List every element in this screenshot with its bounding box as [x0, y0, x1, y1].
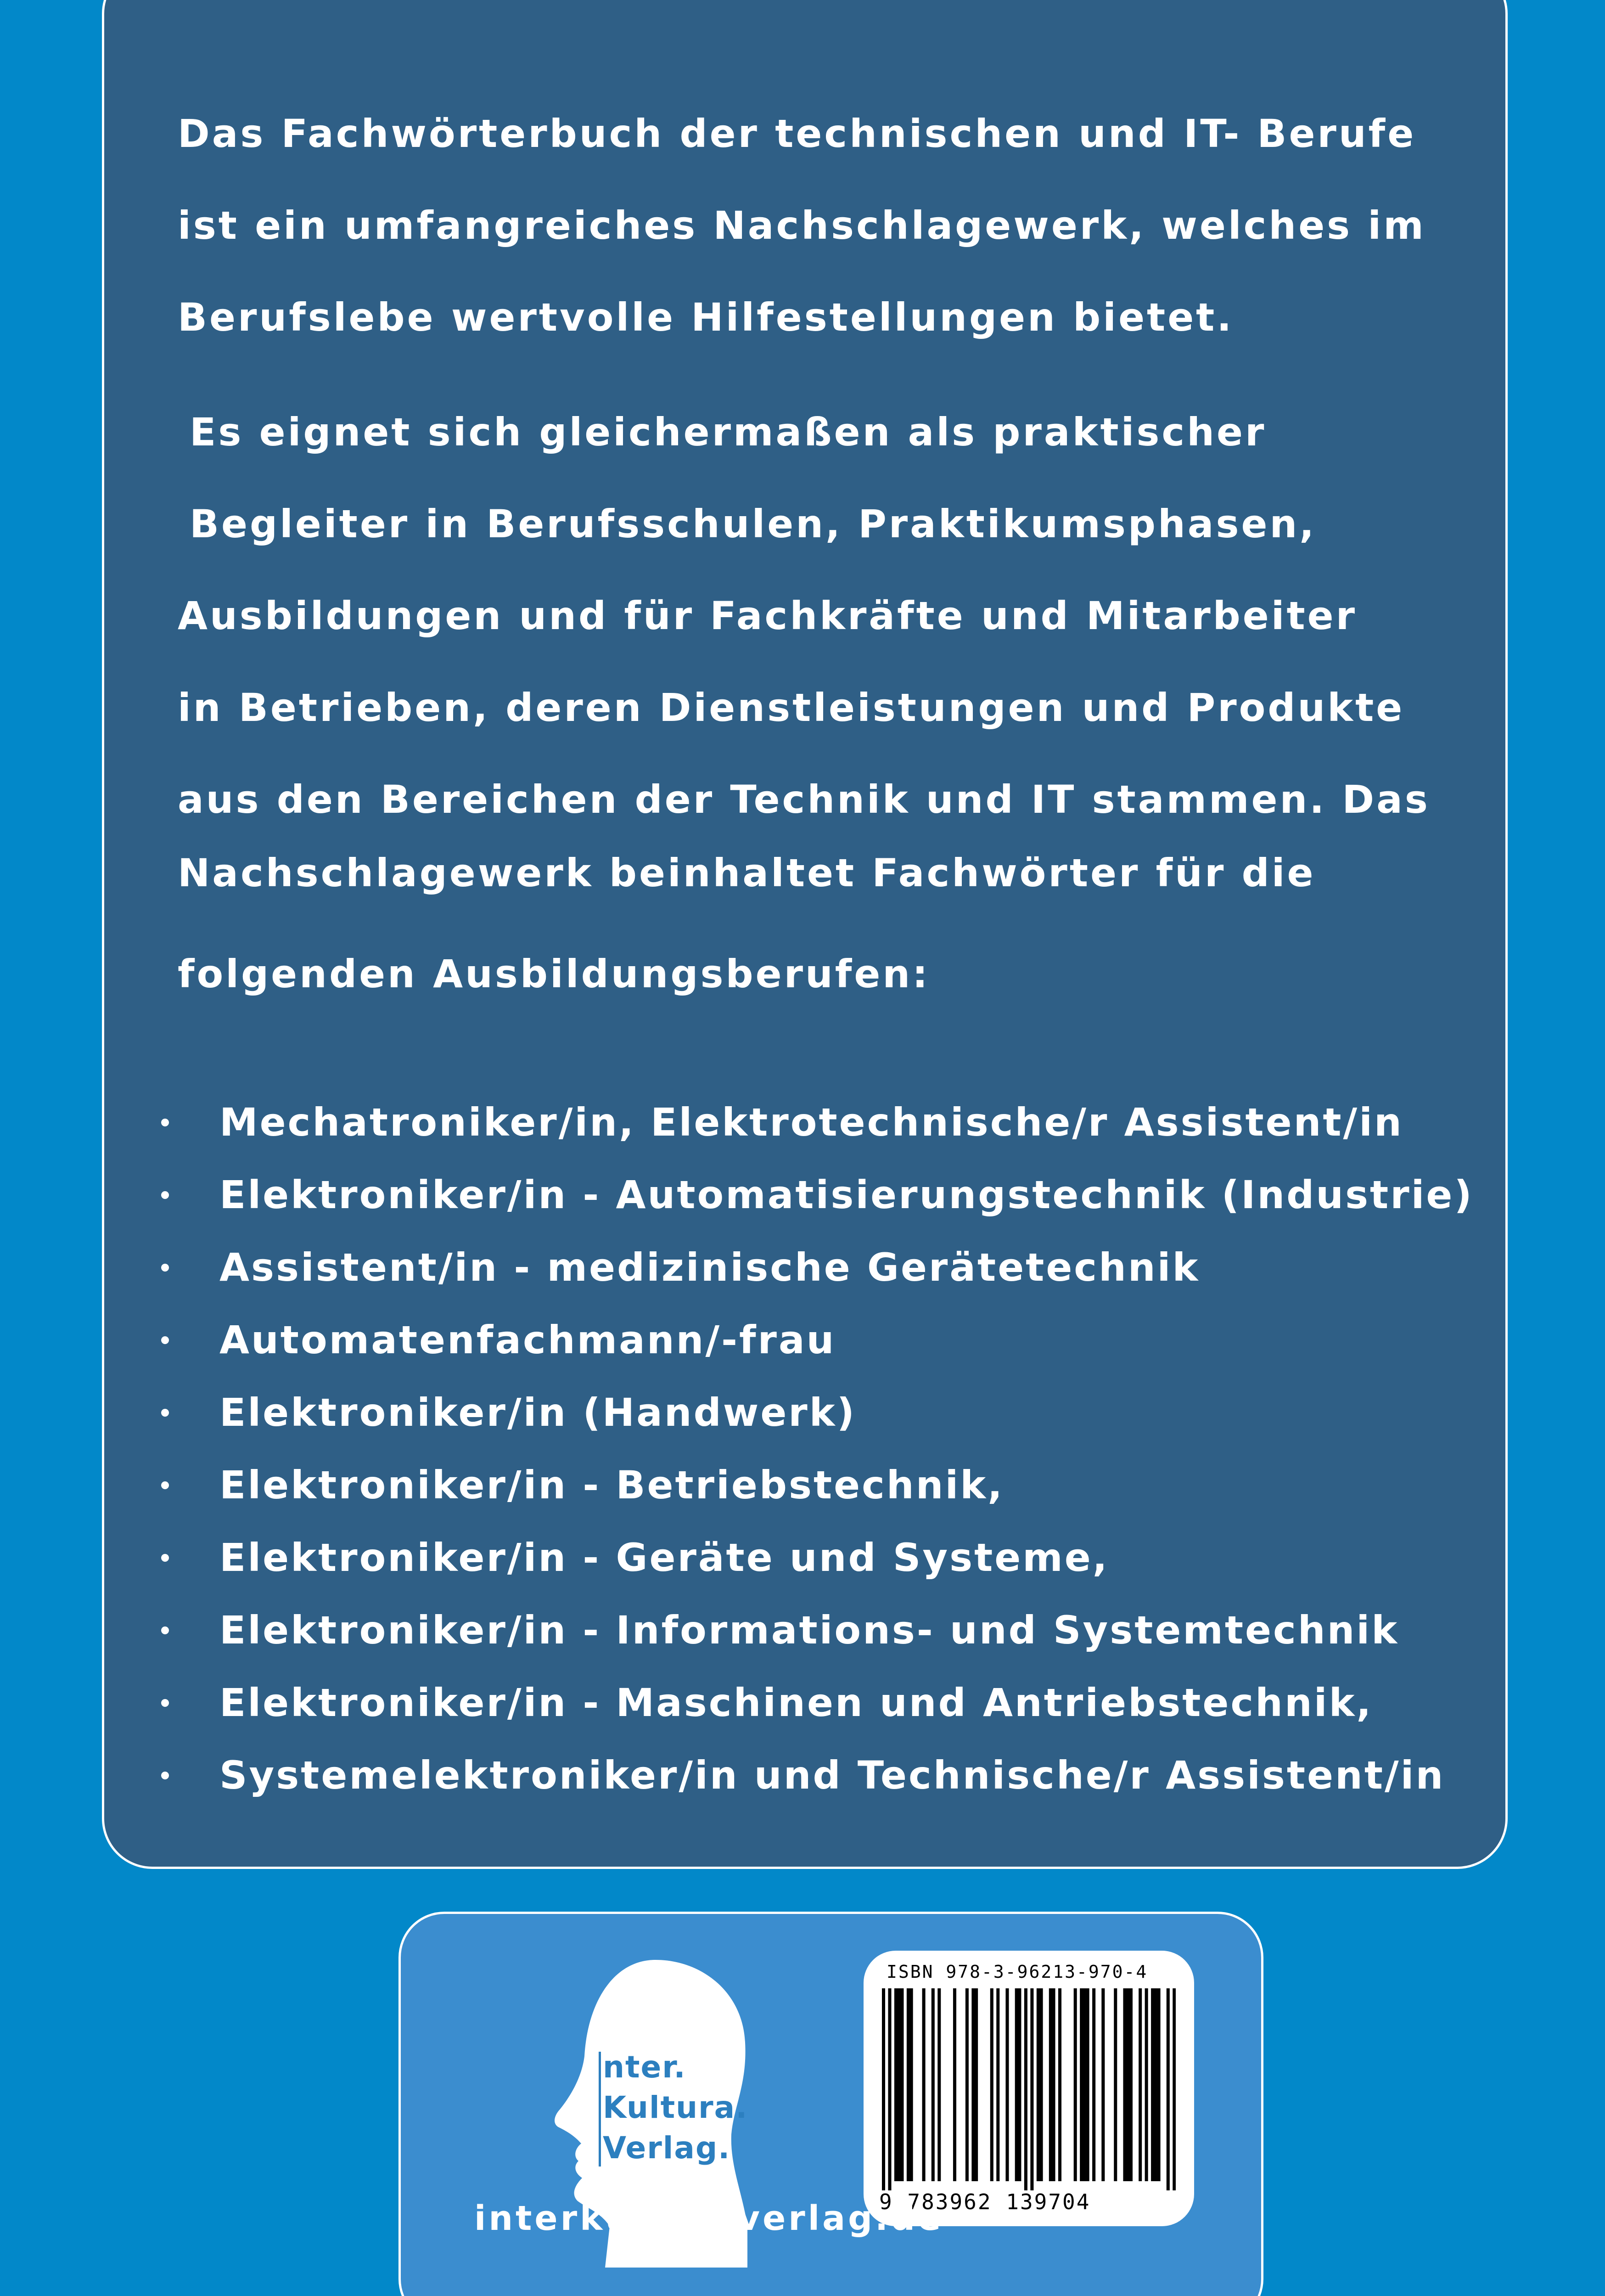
barcode-bar [898, 1988, 901, 2181]
barcode-bar [1024, 1988, 1027, 2190]
barcode-bar [1049, 1988, 1052, 2181]
intro-line: Das Fachwörterbuch der technischen und IT- Berufe [178, 111, 1416, 156]
profession-label: Elektroniker/in - Geräte und Systeme, [219, 1535, 1109, 1580]
barcode-bar [1167, 1988, 1170, 2190]
barcode-bar [1037, 1988, 1040, 2181]
barcode-bar [1139, 1988, 1142, 2181]
barcode-bar [1126, 1988, 1129, 2181]
bullet-icon [161, 1119, 169, 1126]
barcode-bar [1145, 1988, 1148, 2181]
bullet-icon [161, 1626, 169, 1634]
profession-label: Elektroniker/in - Informations- und Systemtechnik [219, 1608, 1399, 1653]
barcode-bar [1030, 1988, 1033, 2190]
barcode-bar [894, 1988, 898, 2181]
bullet-icon [161, 1264, 169, 1272]
barcode-bar [1052, 1988, 1055, 2181]
barcode-box [864, 1951, 1194, 2226]
logo-divider [599, 2052, 601, 2167]
profession-label: Systemelektroniker/in und Technische/r Assistent/in [219, 1753, 1445, 1798]
barcode-bar [1083, 1988, 1086, 2181]
bullet-icon [161, 1554, 169, 1562]
barcode-bar [975, 1988, 978, 2181]
bullet-icon [161, 1481, 169, 1489]
barcode-bar [1005, 1988, 1009, 2181]
usage-line: in Betrieben, deren Dienstleistungen und Produkte [178, 685, 1405, 730]
barcode-bar [953, 1988, 956, 2181]
barcode-bar [907, 1988, 910, 2181]
logo-line: Verlag. [603, 2130, 731, 2166]
list-item [161, 1376, 1474, 1449]
bullet-icon [161, 1699, 169, 1707]
barcode-bar [1074, 1988, 1077, 2181]
intro-line: ist ein umfangreiches Nachschlagewerk, welches im [178, 203, 1426, 248]
barcode-bar [888, 1988, 891, 2190]
barcode-bar [937, 1988, 941, 2181]
barcode-bar [1058, 1988, 1061, 2181]
barcode-bar [1018, 1988, 1021, 2181]
usage-line: folgenden Ausbildungsberufen: [178, 951, 930, 996]
list-item [161, 1739, 1474, 1812]
publisher-panel [398, 1912, 1263, 2296]
barcode-bar [1123, 1988, 1126, 2181]
barcode-bar [882, 1988, 885, 2190]
logo-line: nter. [603, 2049, 686, 2085]
list-item [161, 1086, 1474, 1159]
barcode-bar [971, 1988, 975, 2181]
usage-line: Ausbildungen und für Fachkräfte und Mitarbeiter [178, 593, 1358, 638]
barcode-bar [1101, 1988, 1105, 2181]
barcode-bar [996, 1988, 999, 2181]
barcode-bar [1114, 1988, 1117, 2181]
profession-list [161, 1086, 1474, 1812]
barcode-bar [932, 1988, 935, 2181]
intro-paragraph [178, 88, 1426, 363]
isbn-label: ISBN 978-3-96213-970-4 [887, 1962, 1148, 1982]
bullet-icon [161, 1772, 169, 1779]
barcode-bar [922, 1988, 926, 2181]
publisher-website[interactable]: interkulturaverlag.de [474, 2199, 944, 2238]
list-item [161, 1159, 1474, 1231]
barcode-bar [900, 1988, 904, 2181]
logo-line: Kultura. [603, 2090, 748, 2125]
barcode-bar [1086, 1988, 1089, 2181]
description-panel [102, 0, 1508, 1869]
list-item [161, 1231, 1474, 1304]
barcode-bar [1151, 1988, 1154, 2181]
usage-line: Begleiter in Berufsschulen, Praktikumsphasen, [190, 501, 1317, 546]
list-item [161, 1666, 1474, 1739]
list-item [161, 1521, 1474, 1594]
publisher-logo [603, 2047, 748, 2168]
usage-line: Es eignet sich gleichermaßen als praktischer [190, 410, 1267, 455]
barcode-icon [882, 1988, 1176, 2190]
profession-label: Elektroniker/in - Maschinen und Antriebstechnik, [219, 1680, 1373, 1725]
list-item [161, 1304, 1474, 1376]
profession-label: Elektroniker/in - Betriebstechnik, [219, 1463, 1005, 1508]
barcode-bar [1129, 1988, 1133, 2181]
barcode-bar [990, 1988, 993, 2181]
list-item [161, 1449, 1474, 1521]
barcode-bar [1173, 1988, 1176, 2190]
bullet-icon [161, 1191, 169, 1199]
profession-label: Automatenfachmann/-frau [219, 1317, 836, 1362]
usage-line: Nachschlagewerk beinhaltet Fachwörter für die [178, 850, 1316, 895]
bullet-icon [161, 1409, 169, 1417]
barcode-bar [1040, 1988, 1043, 2181]
barcode-bar [910, 1988, 913, 2181]
barcode-bar [1015, 1988, 1018, 2181]
barcode-bar [1092, 1988, 1095, 2181]
list-item [161, 1594, 1474, 1666]
profession-label: Assistent/in - medizinische Gerätetechnik [219, 1245, 1200, 1290]
profession-label: Mechatroniker/in, Elektrotechnische/r Assistent/in [219, 1100, 1403, 1145]
bullet-icon [161, 1336, 169, 1344]
barcode-bar [1154, 1988, 1157, 2181]
usage-paragraph [178, 386, 1430, 1020]
intro-line: Berufslebe wertvolle Hilfestellungen bietet. [178, 295, 1234, 340]
usage-line: aus den Bereichen der Technik und IT stammen. Das [178, 777, 1430, 822]
barcode-bar [1157, 1988, 1161, 2181]
barcode-bar [1080, 1988, 1083, 2181]
profession-label: Elektroniker/in (Handwerk) [219, 1390, 856, 1435]
profession-label: Elektroniker/in - Automatisierungstechnik (Industrie) [219, 1172, 1474, 1217]
barcode-bar [965, 1988, 969, 2181]
barcode-digits: 9 783962 139704 [879, 2189, 1091, 2214]
